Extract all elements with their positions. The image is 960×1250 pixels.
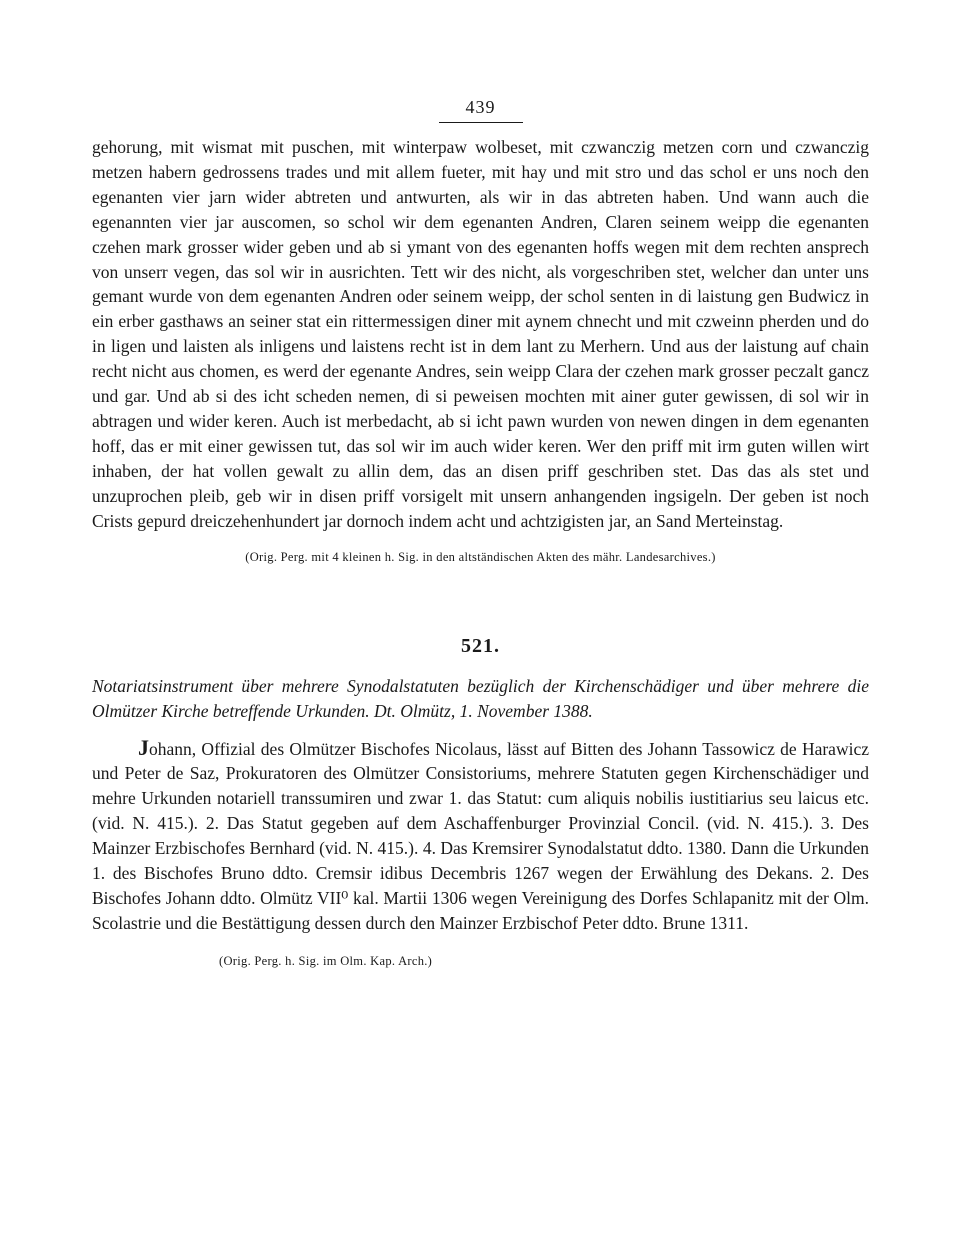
- summary-initial: J: [138, 734, 149, 760]
- page-number-rule: [439, 122, 523, 123]
- document-number: 521.: [461, 634, 500, 657]
- document-heading: Notariatsinstrument über mehrere Synodalstatuten bezüglich der Kirchenschädiger und über mehrere die Olmützer Kirche betreffende Urkunden. Dt. Olmütz, 1. November 1388.: [92, 675, 869, 721]
- source-note-2: (Orig. Perg. h. Sig. im Olm. Kap. Arch.): [219, 953, 433, 968]
- continuation-paragraph: gehorung, mit wismat mit puschen, mit winterpaw wolbeset, mit czwanczig metzen corn und czwanczig metzen habern gedrossens trades und mit allem fueter, mit hay und mit stro und das schol er uns noch den egenanten vier jarn wider abtreten und antwurten, als wir in das abtreten haben. Und wann auch die egenannten vier jar auscomen, so schol wir dem egenanten Andren, Claren seinem weipp die egenanten czehen mark grosser wider geben und ab si ymant von des egenanten hoffs wegen mit dem rechten ansprech von unserr vegen, das sol wir in ausrichten. Tett wir des nicht, als vorgeschriben stet, welcher dan unter uns gemant wurde von dem egenanten Andren oder seinem weipp, der schol senten in di laistung gen Budwicz in ein erber gasthaws an seiner stat ein rittermessigen diner mit aynem chnecht und mit czweinn pherden und do in ligen und laisten als inligens und laistens recht ist in dem lant zu Merhern. Und aus der laistung auf chain recht nicht aus chomen, es werd der egenante Andres, sein weipp Clara der czehen mark grosser peczalt gancz und gar. Und ab si des icht scheden nemen, di si peweisen mochten mit ainer guter gewissen, di sol wir in abtragen und wider keren. Auch ist merbedacht, ab si icht pawn wurden von newen dingen in dem egenanten hoff, das er mit einer gewissen tut, das sol wir im auch wider keren. Wer den priff mit irm guten willen wirt inhaben, der hat vollen gewalt zu allin dem, das an disen priff geschriben stet. Das das als stet und unzuprochen pleib, geb wir in disen priff vorsigelt mit unsern anhangenden ingsigeln. Der geben ist noch Crists gepurd dreiczehenhundert jar dornoch indem acht und achtzigisten jar, an Sand Merteinstag.: [92, 137, 869, 531]
- page-number: 439: [465, 97, 496, 117]
- document-page: [92, 96, 869, 970]
- source-note-1: (Orig. Perg. mit 4 kleinen h. Sig. in den altständischen Akten des mähr. Landesarchives.): [245, 549, 716, 564]
- document-summary: [92, 736, 869, 936]
- summary-text: ohann, Offizial des Olmützer Bischofes Nicolaus, lässt auf Bitten des Johann Tassowicz de Harawicz und Peter de Saz, Prokuratoren des Olmützer Consistoriums, mehrere Statuten gegen Kirchenschädiger und mehre Urkunden notariell transsumiren und zwar 1. das Statut: cum aliquis nobilis iustitiarius seu laicus etc. (vid. N. 415.). 2. Das Statut gegeben auf dem Aschaffenburger Provinzial Concil. (vid. N. 415.). 3. Des Mainzer Erzbischofes Bernhard (vid. N. 415.). 4. Das Kremsirer Synodalstatut ddto. 1380. Dann die Urkunden 1. des Bischofes Bruno ddto. Cremsir idibus Decembris 1267 wegen der Erwählung des Dekans. 2. Des Bischofes Johann ddto. Olmütz VII⁰ kal. Martii 1306 wegen Vereinigung des Dorfes Schlapanitz mit der Olm. Scolastrie und die Bestättigung dessen durch den Mainzer Erzbischof Peter ddto. Brune 1311.: [92, 738, 869, 933]
